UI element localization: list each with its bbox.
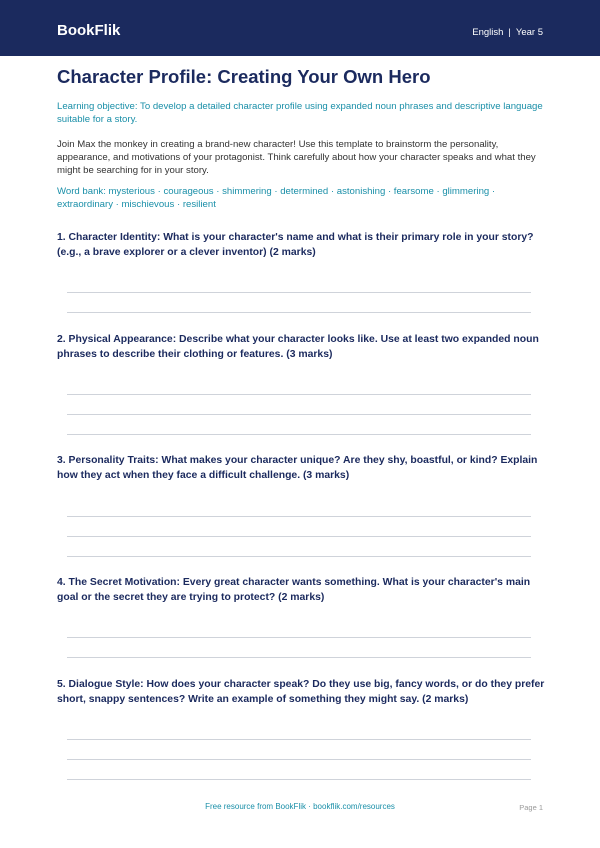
- question-2: 2. Physical Appearance: Describe what your character looks like. Use at least two expanded noun phrases to describe their clothing or features. (3 marks): [57, 334, 539, 360]
- subject-label: English: [472, 27, 504, 38]
- page-title: Character Profile: Creating Your Own Hero: [57, 66, 431, 87]
- header-meta: [472, 27, 543, 39]
- answer-line[interactable]: [67, 637, 531, 638]
- answer-line[interactable]: [67, 536, 531, 537]
- question-4: 4. The Secret Motivation: Every great character wants something. What is your character's main goal or the secret they are trying to protect? (2 marks): [57, 577, 531, 603]
- answer-line[interactable]: [67, 657, 531, 658]
- answer-line[interactable]: [67, 556, 531, 557]
- answer-line[interactable]: [67, 759, 531, 760]
- header-bar: [0, 0, 600, 56]
- question-3: 3. Personality Traits: What makes your character unique? Are they shy, boastful, or kind? Explain how they act when they face a difficult challenge. (3 marks): [57, 455, 538, 481]
- brand-logo[interactable]: BookFlik: [57, 22, 121, 39]
- page-number: Page 1: [519, 803, 543, 812]
- answer-line[interactable]: [67, 434, 531, 435]
- answer-line[interactable]: [67, 516, 531, 517]
- answer-line[interactable]: [67, 779, 531, 780]
- answer-line[interactable]: [67, 312, 531, 313]
- intro-text: Join Max the monkey in creating a brand-new character! Use this template to brainstorm the personality, appearance, and motivations of your protagonist. Think carefully about how your character speaks and what they might be searching for in your story.: [57, 139, 536, 176]
- answer-line[interactable]: [67, 414, 531, 415]
- year-label: Year 5: [515, 27, 543, 38]
- word-bank: Word bank: mysterious · courageous · shimmering · determined · astonishing · fearsome · glimmering · extraordinary · mischievous · resilient: [57, 186, 496, 210]
- footer-resource-link[interactable]: Free resource from BookFlik · bookflik.com/resources: [205, 802, 395, 811]
- learning-objective: Learning objective: To develop a detailed character profile using expanded noun phrases and descriptive language suitable for a story.: [57, 101, 543, 125]
- question-5: 5. Dialogue Style: How does your character speak? Do they use big, fancy words, or do they prefer short, snappy sentences? Write an example of something they might say. (2 marks): [57, 679, 545, 705]
- answer-line[interactable]: [67, 394, 531, 395]
- meta-separator: |: [508, 27, 511, 38]
- question-1: 1. Character Identity: What is your character's name and what is their primary role in your story? (e.g., a brave explorer or a clever inventor) (2 marks): [57, 232, 534, 258]
- answer-line[interactable]: [67, 739, 531, 740]
- answer-line[interactable]: [67, 292, 531, 293]
